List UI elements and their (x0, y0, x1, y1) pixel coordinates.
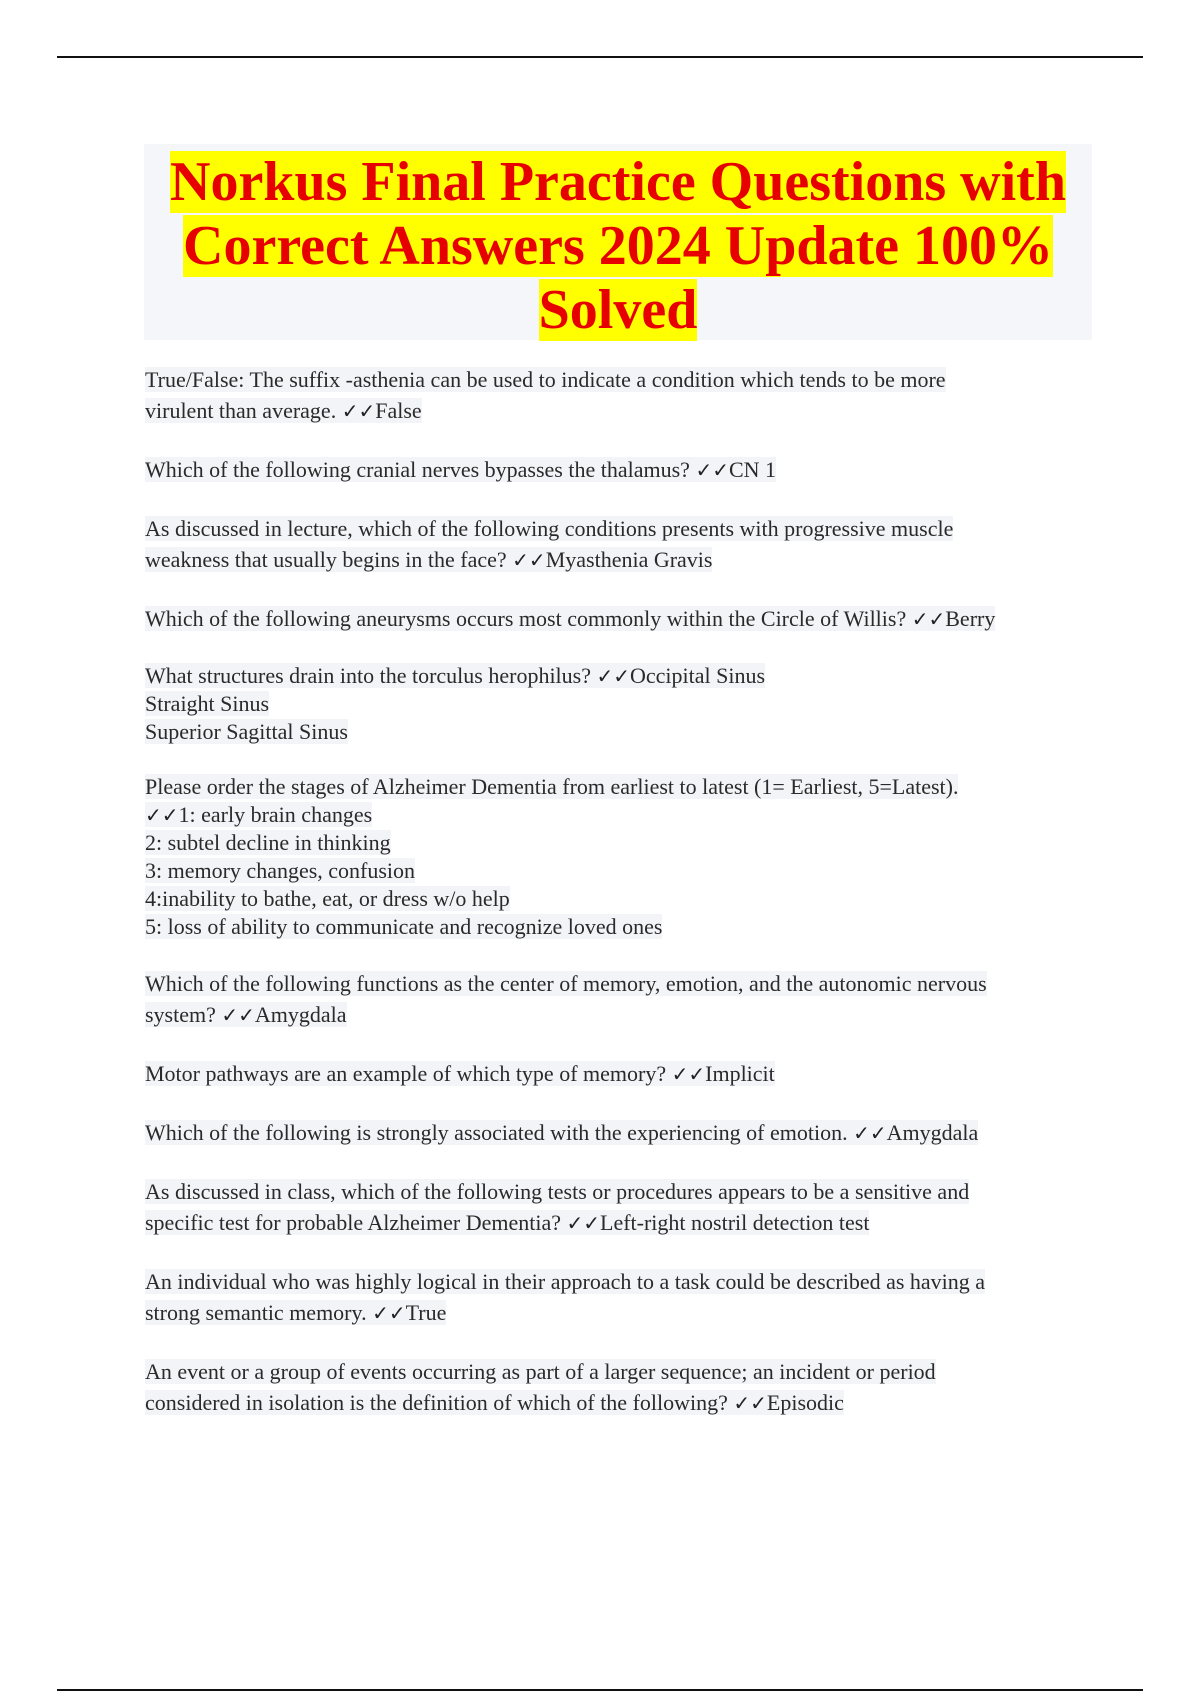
qa-item-8 (145, 1058, 1095, 1090)
qa-item-11 (145, 1266, 1095, 1329)
bottom-rule (57, 1689, 1143, 1691)
double-check-icon: ✓✓ (596, 664, 631, 688)
qa-item-7 (145, 968, 1095, 1031)
qa-item-2 (145, 454, 1095, 486)
title-line-1: Norkus Final Practice Questions with (170, 151, 1066, 213)
question-text: Which of the following cranial nerves bypasses the thalamus? (145, 457, 690, 482)
qa-item-1 (145, 364, 1095, 427)
question-text: As discussed in lecture, which of the following conditions presents with progressive muscle weakness that usually begins in the face? (145, 516, 954, 572)
answer-text: Occipital Sinus Straight Sinus Superior Sagittal Sinus (145, 663, 766, 744)
qa-item-3 (145, 513, 1095, 576)
question-text: As discussed in class, which of the following tests or procedures appears to be a sensitive and specific test for probable Alzheimer Dementia? (145, 1179, 970, 1235)
answer-text: CN 1 (728, 457, 777, 482)
double-check-icon: ✓✓ (733, 1391, 767, 1415)
answer-text: Left-right nostril detection test (600, 1210, 870, 1235)
question-text: Please order the stages of Alzheimer Dementia from earliest to latest (1= Earliest, 5=Latest). (145, 774, 959, 799)
question-text: Which of the following aneurysms occurs most commonly within the Circle of Willis? (145, 606, 907, 631)
double-check-icon: ✓✓ (671, 1062, 706, 1086)
double-check-icon: ✓✓ (145, 803, 179, 827)
qa-item-4 (145, 603, 1095, 635)
title-line-3: Solved (538, 279, 698, 341)
double-check-icon: ✓✓ (853, 1121, 887, 1145)
question-answer-list (145, 364, 1095, 1419)
qa-item-6 (145, 773, 1095, 941)
question-text: Which of the following is strongly associated with the experiencing of emotion. (145, 1120, 848, 1145)
question-text: Motor pathways are an example of which type of memory? (145, 1061, 667, 1086)
qa-item-5 (145, 662, 1095, 746)
document-title (144, 144, 1092, 342)
double-check-icon: ✓✓ (372, 1301, 406, 1325)
title-line-2: Correct Answers 2024 Update 100% (183, 215, 1053, 277)
double-check-icon: ✓✓ (695, 458, 729, 482)
title-block (144, 144, 1092, 340)
qa-item-12 (145, 1356, 1095, 1419)
question-text: An individual who was highly logical in their approach to a task could be described as having a strong semantic memory. (145, 1269, 986, 1325)
question-text: An event or a group of events occurring as part of a larger sequence; an incident or period considered in isolation is the definition of which of the following? (145, 1359, 936, 1415)
answer-text: Implicit (705, 1061, 775, 1086)
answer-text: Amygdala (254, 1002, 347, 1027)
question-text: What structures drain into the torculus herophilus? (145, 663, 591, 688)
answer-text: 1: early brain changes 2: subtel decline in thinking 3: memory changes, confusion 4:inability to bathe, eat, or dress w/o help 5: loss of ability to communicate and recognize loved ones (145, 802, 663, 939)
qa-item-9 (145, 1117, 1095, 1149)
double-check-icon: ✓✓ (566, 1211, 601, 1235)
double-check-icon: ✓✓ (911, 607, 946, 631)
question-text: Which of the following functions as the center of memory, emotion, and the autonomic nervous system? (145, 971, 987, 1027)
question-text: True/False: The suffix -asthenia can be used to indicate a condition which tends to be more virulent than average. (145, 367, 946, 423)
qa-item-10 (145, 1176, 1095, 1239)
double-check-icon: ✓✓ (512, 548, 546, 572)
double-check-icon: ✓✓ (221, 1003, 255, 1027)
answer-text: Berry (945, 606, 996, 631)
answer-text: True (405, 1300, 447, 1325)
answer-text: False (375, 398, 422, 423)
top-rule (57, 56, 1143, 58)
answer-text: Episodic (766, 1390, 844, 1415)
double-check-icon: ✓✓ (341, 399, 376, 423)
answer-text: Myasthenia Gravis (545, 547, 713, 572)
answer-text: Amygdala (886, 1120, 979, 1145)
